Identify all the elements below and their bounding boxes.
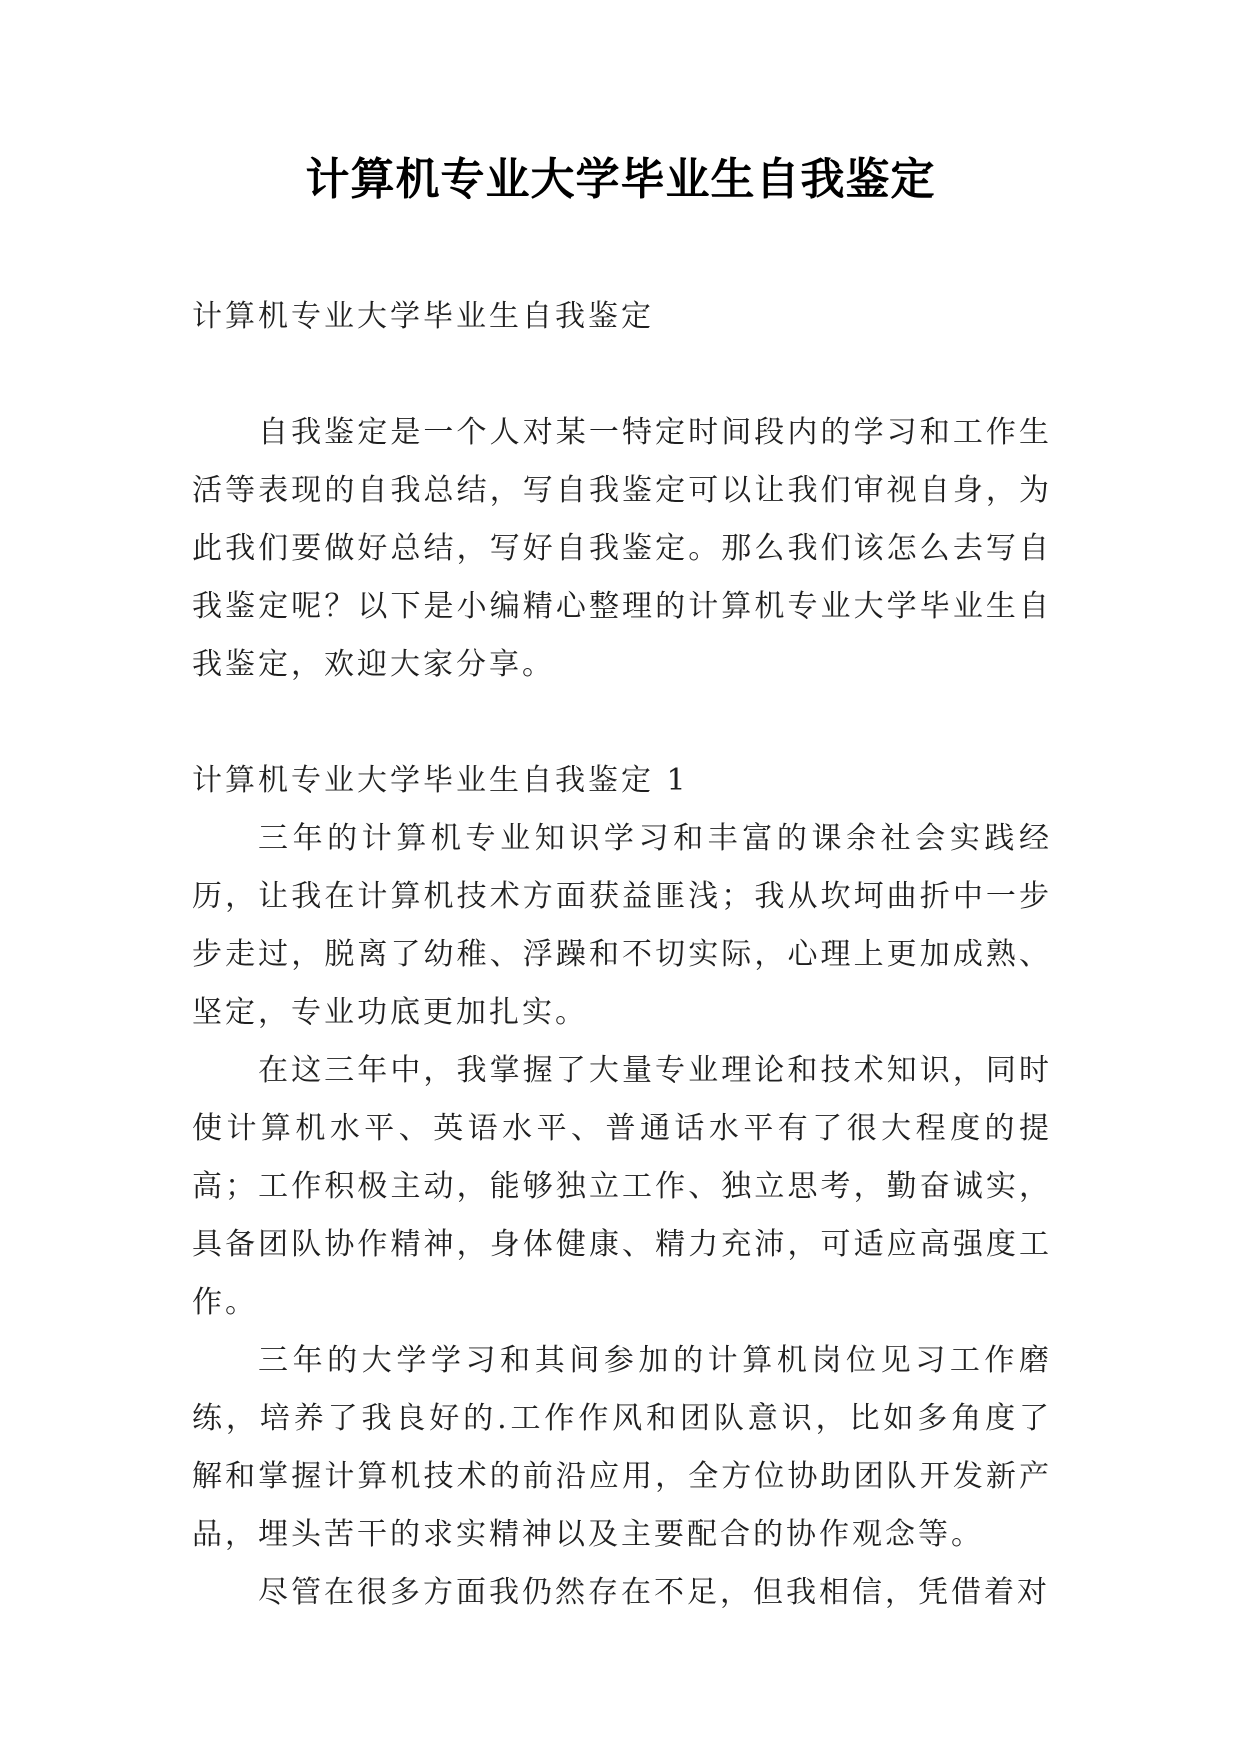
document-subtitle: 计算机专业大学毕业生自我鉴定 [192, 299, 654, 334]
body-paragraph: 在这三年中，我掌握了大量专业理论和技术知识，同时使计算机水平、英语水平、普通话水平有了很大程度的提高；工作积极主动，能够独立工作、独立思考，勤奋诚实，具备团队协作精神，身体健康、精力充沛，可适应高强度工作。 [192, 1053, 1052, 1320]
body-paragraph: 三年的大学学习和其间参加的计算机岗位见习工作磨练，培养了我良好的.工作作风和团队意识，比如多角度了解和掌握计算机技术的前沿应用，全方位协助团队开发新产品，埋头苦干的求实精神以及主要配合的协作观念等。 [192, 1343, 1052, 1552]
document-body [192, 288, 1052, 1622]
intro-paragraph: 自我鉴定是一个人对某一特定时间段内的学习和工作生活等表现的自我总结，写自我鉴定可以让我们审视自身，为此我们要做好总结，写好自我鉴定。那么我们该怎么去写自我鉴定呢？以下是小编精心整理的计算机专业大学毕业生自我鉴定，欢迎大家分享。 [192, 415, 1052, 682]
section-heading: 计算机专业大学毕业生自我鉴定 1 [192, 763, 689, 798]
body-paragraph: 尽管在很多方面我仍然存在不足，但我相信，凭借着对 [258, 1575, 1050, 1610]
body-paragraph: 三年的计算机专业知识学习和丰富的课余社会实践经历，让我在计算机技术方面获益匪浅；我从坎坷曲折中一步步走过，脱离了幼稚、浮躁和不切实际，心理上更加成熟、坚定，专业功底更加扎实。 [192, 821, 1052, 1030]
document-title: 计算机专业大学毕业生自我鉴定 [305, 154, 936, 205]
